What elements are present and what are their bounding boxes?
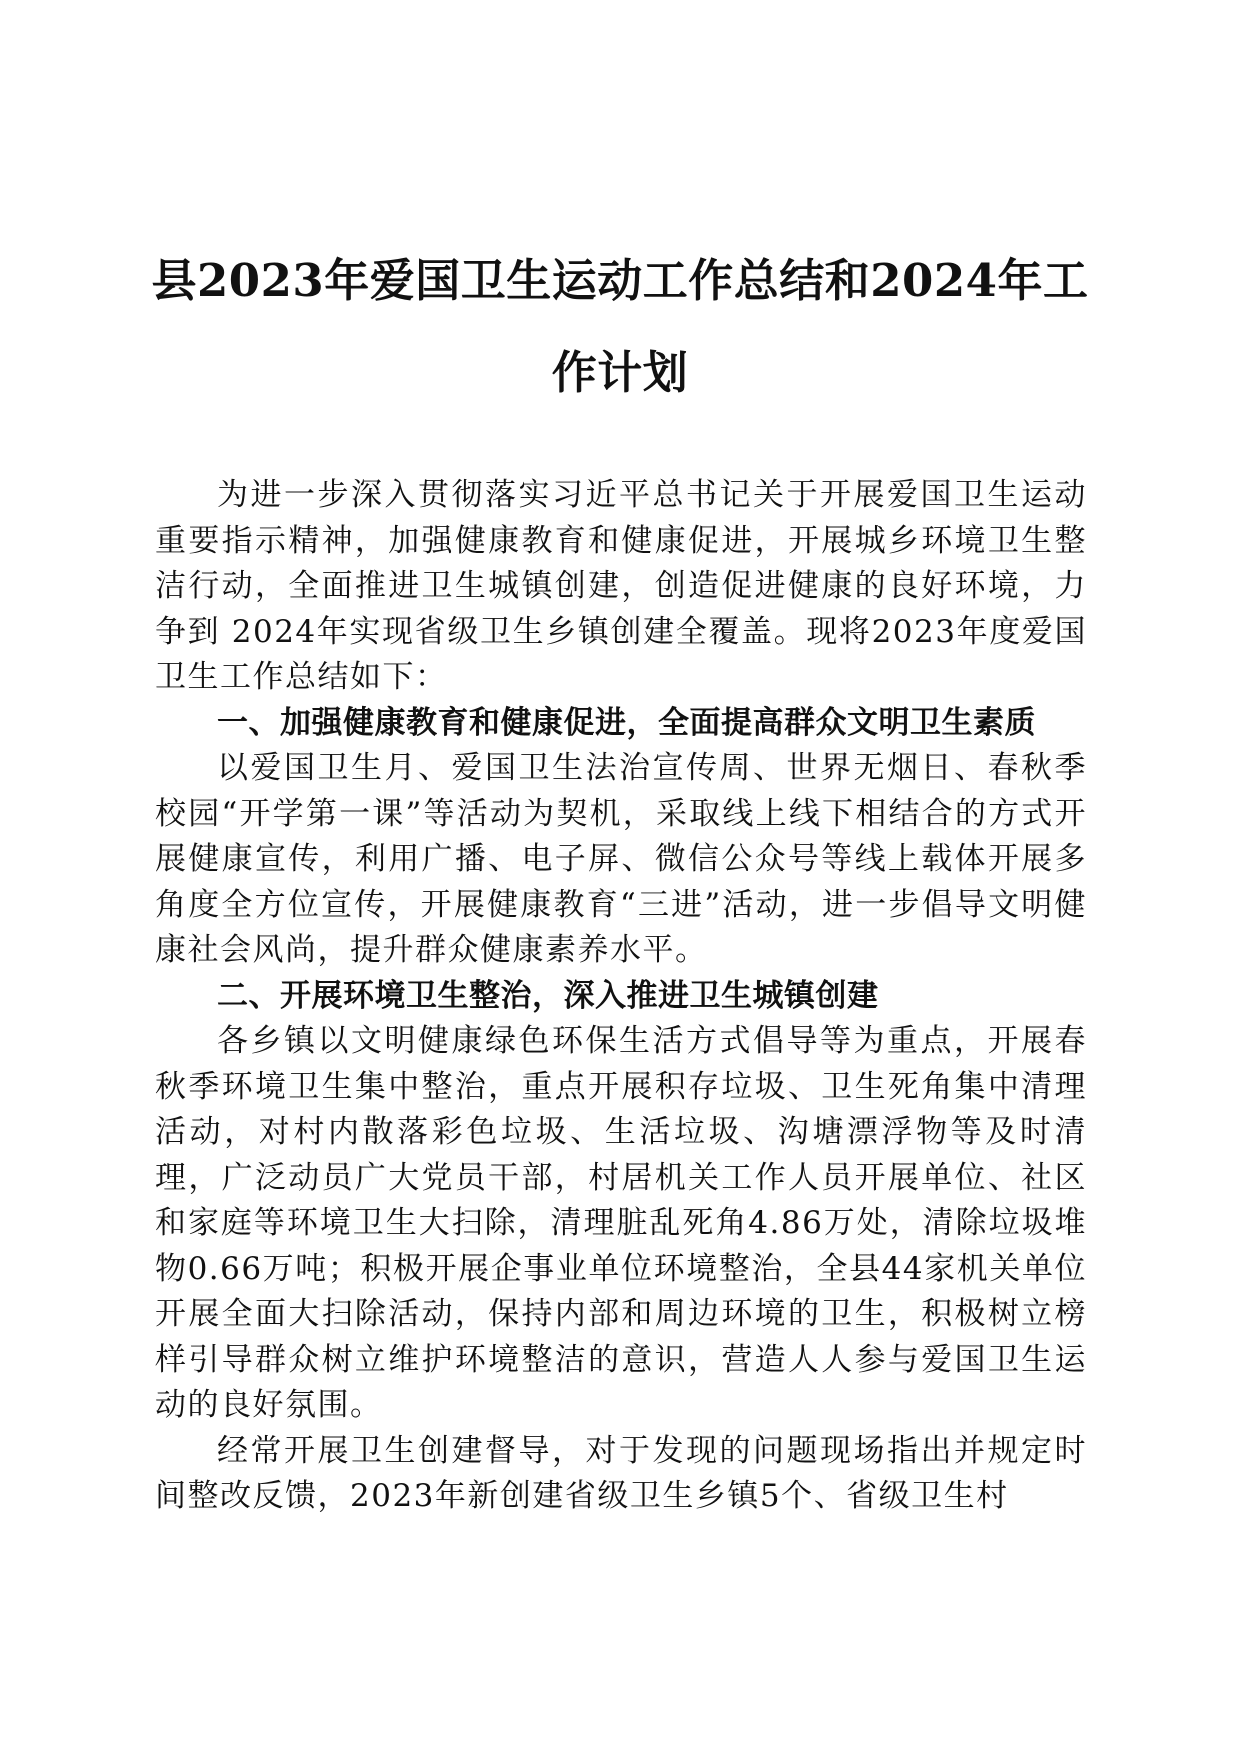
- section-heading-2: 二、开展环境卫生整治，深入推进卫生城镇创建: [217, 977, 879, 1014]
- section-2-paragraph-1: 各乡镇以文明健康绿色环保生活方式倡导等为重点，开展春秋季环境卫生集中整治，重点开展积存垃圾、卫生死角集中清理活动，对村内散落彩色垃圾、生活垃圾、沟塘漂浮物等及时清理，广泛动员广大党员干部，村居机关工作人员开展单位、社区和家庭等环境卫生大扫除，清理脏乱死角4.86万处，清除垃圾堆物0.66万吨；积极开展企事业单位环境整治，全县44家机关单位开展全面大扫除活动，保持内部和周边环境的卫生，积极树立榜样引导群众树立维护环境整洁的意识，营造人人参与爱国卫生运动的良好氛围。: [155, 1023, 1087, 1423]
- section-heading-1: 一、加强健康教育和健康促进，全面提高群众文明卫生素质: [217, 704, 1036, 741]
- section-2-paragraph-2: 经常开展卫生创建督导，对于发现的问题现场指出并规定时间整改反馈，2023年新创建省级卫生乡镇5个、省级卫生村: [155, 1432, 1087, 1514]
- section-1-paragraph: 以爱国卫生月、爱国卫生法治宣传周、世界无烟日、春秋季校园“开学第一课”等活动为契机，采取线上线下相结合的方式开展健康宣传，利用广播、电子屏、微信公众号等线上载体开展多角度全方位宣传，开展健康教育“三进”活动，进一步倡导文明健康社会风尚，提升群众健康素养水平。: [155, 750, 1087, 968]
- document-body: [155, 473, 1087, 1520]
- intro-paragraph: 为进一步深入贯彻落实习近平总书记关于开展爱国卫生运动重要指示精神，加强健康教育和健康促进，开展城乡环境卫生整洁行动，全面推进卫生城镇创建，创造促进健康的良好环境，力争到 2024年实现省级卫生乡镇创建全覆盖。现将2023年度爱国卫生工作总结如下：: [155, 477, 1087, 695]
- document-title: 县2023年爱国卫生运动工作总结和2024年工作计划: [151, 254, 1089, 399]
